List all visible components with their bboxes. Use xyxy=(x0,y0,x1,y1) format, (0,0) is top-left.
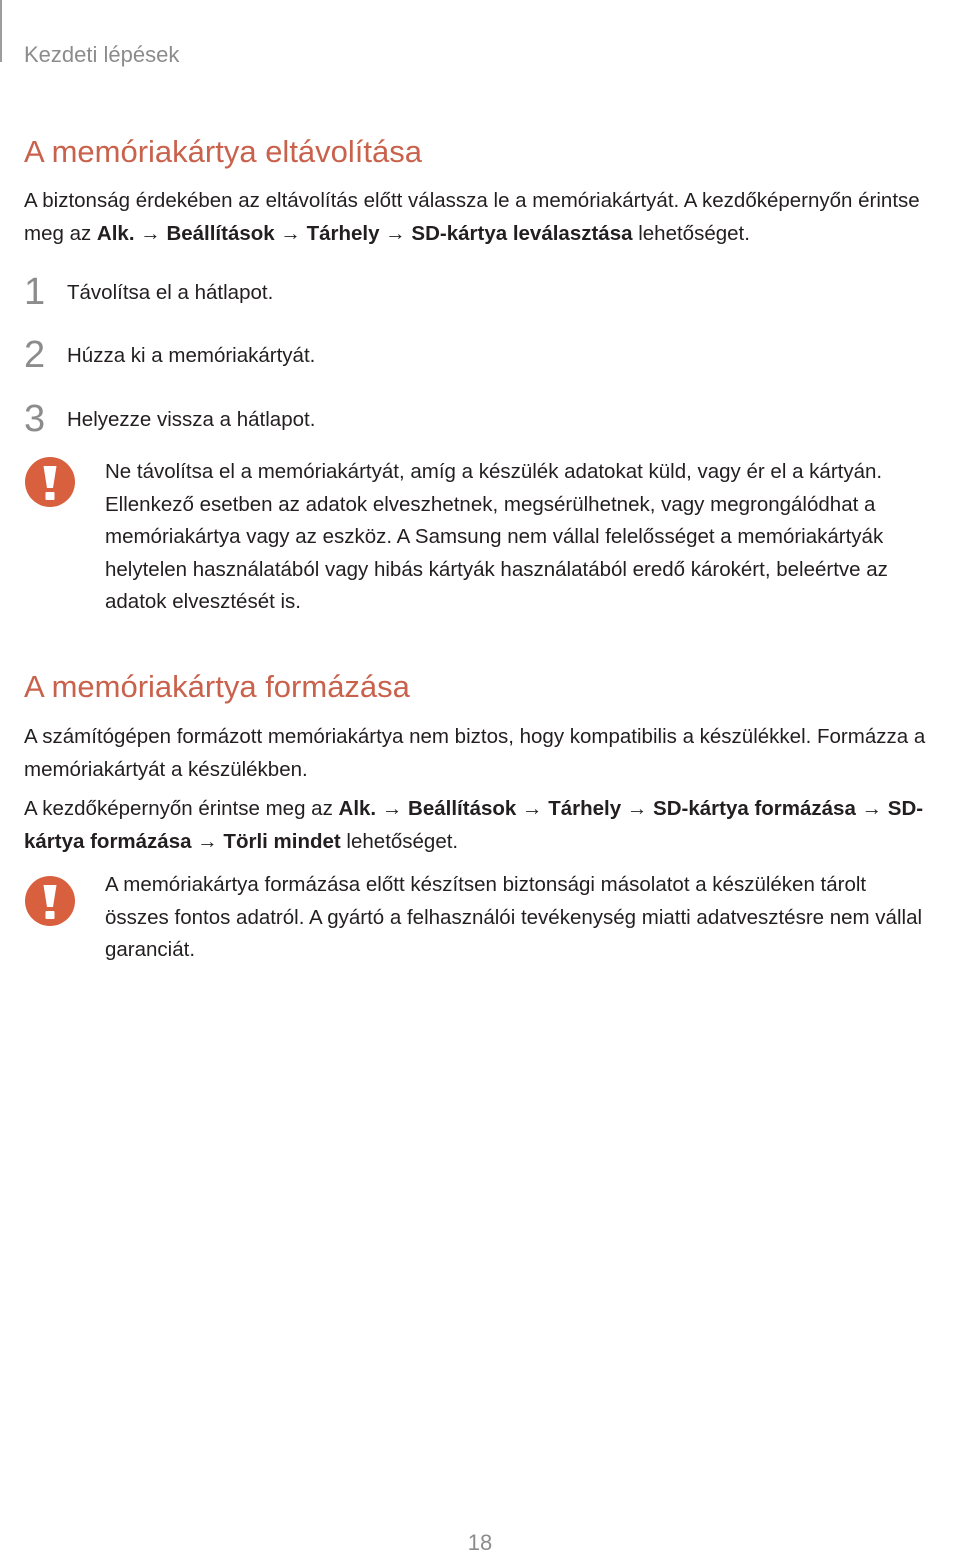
format-paragraph-1: A számítógépen formázott memóriakártya nem biztos, hogy kompatibilis a készülékkel. Formázza a memóriakártyát a készülékben. xyxy=(24,725,926,781)
section-heading-remove: A memóriakártya eltávolítása xyxy=(24,134,423,169)
caution-icon xyxy=(24,875,76,927)
step-text: Húzza ki a memóriakártyát. xyxy=(67,344,316,367)
caution-text-format: A memóriakártya formázása előtt készítsen biztonsági másolatot a készüléken tárolt összes fontos adatról. A gyártó a felhasználói tevékenység miatti adatvesztésre nem vállal garanciát. xyxy=(105,873,923,961)
page-number: 18 xyxy=(467,1530,493,1555)
caution-icon xyxy=(24,456,76,508)
remove-intro-paragraph: A biztonság érdekében az eltávolítás előtt válassza le a memóriakártyát. A kezdőképernyőn érintse meg az Alk. → Beállítások → Tárhely → SD-kártya leválasztása lehetőséget. xyxy=(24,189,920,245)
caution-text-remove: Ne távolítsa el a memóriakártyát, amíg a készülék adatokat küld, vagy ér el a kártyán. Ellenkező esetben az adatok elveszhetnek, megsérülhetnek, vagy megrongálódhat a memóriakártya vagy az eszköz. A Samsung nem vállal felelősséget a memóriakártyák helytelen használatából vagy hibás kártyák használatából eredő károkért, beleértve az adatok elvesztését is. xyxy=(105,460,888,613)
step-number: 3 xyxy=(24,398,46,440)
step-text: Helyezze vissza a hátlapot. xyxy=(67,408,316,431)
step-number: 2 xyxy=(24,334,46,376)
page-header-title: Kezdeti lépések xyxy=(24,42,180,67)
header-rule xyxy=(0,0,2,62)
section-heading-format: A memóriakártya formázása xyxy=(24,669,410,704)
step-text: Távolítsa el a hátlapot. xyxy=(67,281,274,304)
format-paragraph-2: A kezdőképernyőn érintse meg az Alk. → Beállítások → Tárhely → SD-kártya formázása → SD-kártya formázása → Törli mindet lehetőséget. xyxy=(24,797,924,853)
step-number: 1 xyxy=(24,271,46,313)
